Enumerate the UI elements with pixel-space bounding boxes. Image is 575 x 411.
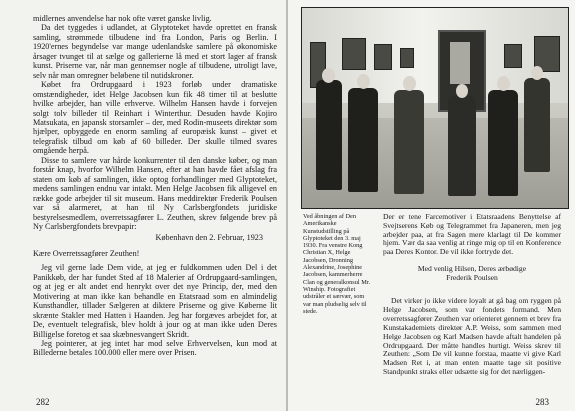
paragraph: midlernes anvendelse har nok ofte været ganske livlig. [33,14,212,23]
person-figure [394,90,424,194]
letter-paragraph: Jeg pointerer, at jeg intet har mod selve Erhvervelsen, kun mod at Billederne betales 100.000 eller mere over Prisen. [33,338,277,358]
painting-shape [400,48,414,68]
person-figure [524,78,550,172]
person-figure [316,80,342,190]
letter-dateline: København den 2. Februar, 1923 [155,233,263,243]
letter-paragraph: Jeg vil gerne lade Dem vide, at jeg er fuldkommen uden Del i det Panikkøb, der har fundet Sted af 18 Malerier af Ordrupgaard-samlingen, og at jeg er alt andet end henrykt over det nye Princip, der, med den Motivering at man ikke kan behandle en Etatsraad som en almindelig Kunsthandler, tillader Sælgeren at diktere Priserne og give Køberne lit skrænte Stakler med Hatten i Haanden. Jeg har forgæves arbejdet for, at De, eventuelt telegrafisk, blev holdt à jour og at man ikke uden Deres Billigelse foretog et saa skæbnesvangert Skridt. [33,263,277,339]
page-number-left: 282 [36,397,50,407]
caption-text: Ved åbningen af Den Amerikanske Kunstudstilling på Glyptoteket den 3. maj 1930. Fra venstre Kong Christian X, Helge Jacobsen, Dronning Alexandrine, Josephine Jacobsen, kammerherre Clan og generalkonsul Mr. Winship. Fotografiet udstråler et særvær, som var man pludselig selv til stede. [303,213,371,315]
person-figure [488,90,518,196]
person-head [531,66,543,80]
person-head [456,84,468,98]
letter-signature: Frederik Poulsen [446,272,498,282]
letter-continuation [383,213,561,283]
right-page [288,0,575,411]
person-figure [348,88,378,192]
person-head [322,68,335,83]
exhibition-photo [301,7,569,209]
letter-closing: Med venlig Hilsen, Deres ærbødige [417,263,527,273]
painting-shape [504,44,522,68]
painting-shape [374,44,392,70]
person-figure [448,96,476,196]
person-head [403,76,416,91]
left-page [0,0,286,411]
paragraph: Disse to samlere var hårde konkurrenter til den danske køber, og man forstår knap, hvorfor Wilhelm Hansen, efter at han havde fået afslag fra staten om køb af samlingen, ikke optog forhandlinger med Glyptoteket, medens samlingen endnu var intakt. Men Helge Jacobsen fik alligevel en række gode arbejder til sit museum. Hans meddirektør Frederik Poulsen var så alarmeret, at han til Ny Carlsbergfondets juridiske bestyrelsesmedlem, overretssagfører L. Zeuthen, skrev følgende brev på Ny Carlsbergfondets brevpapir: [33,155,277,231]
left-page-text [33,14,277,358]
person-head [497,76,510,91]
paragraph: Det virker jo ikke videre loyalt at gå bag om ryggen på Helge Jacobsen, som var fondets formand. Men overretssagfører Zeuthen var orienteret gennem et brev fra Kunstakademiets direktør A.P. Weiss, som sammen med Helge Jacobsen og Karl Madsen havde aftalt handelen på Ordrupgaard. Der måtte handles hurtigt. Weiss skrev til Zeuthen: „Som De vil kunne forstaa, maatte vi give Karl Madsen Ret i, at man enten maatte tage sit positive Standpunkt straks eller udsætte sig for det nærliggen- [383,296,561,377]
paragraph: Da det tyggedes i udlandet, at Glyptoteket havde oprettet en fransk samling, strømmede tilbudene ind fra London, Paris og Berlin. I 1920'ernes begyndelse var mange udenlandske samlere på økonomiske årsager tvunget til at sælge og gallerierne lå med et stort lager af fransk kunst. Priserne var, når man gennemser nogle af tilbudene, utroligt lave, selv når man omregner beløbene til nutidskroner. [33,23,277,80]
letter-paragraph: Der er tene Farcemotiver i Etatsraadens Benyttelse af Svejtserens Køb og Telegrammet fra Japaneren, men jeg arbejder paa, at fra Sagen mere klarlagt til De kommer hjem. Vær da saa venlig at ringe mig op til en Konference paa Deres Kontor. De vil ikke fortryde det. [383,212,561,257]
photo-caption [303,213,371,315]
page-number-right: 283 [535,397,549,407]
painting-shape [342,38,366,70]
gallery-doorway-inner [450,42,470,84]
person-head [357,74,370,89]
paragraph: Købet fra Ordrupgaard i 1923 forløb under dramatiske omstændigheder, idet Helge Jacobsen kun fik 48 timer til at beslutte hvilke arbejder, han ville erhverve. Wilhelm Hansen havde i forvejen solgt tolv billeder til Reinhart i Winterthur. Desuden havde Kojiro Matsukata, en japansk storsamler – der, med Rodin-museets direktør som hjælper, opbyggede en enorm samling af europæisk kunst – givet et telegrafisk tilbud om køb af 60 billeder. Der skulle tilmed svares omgående herpå. [33,80,277,156]
right-page-body [383,297,561,377]
letter-salutation: Kære Overretssagfører Zeuthen! [33,248,140,258]
